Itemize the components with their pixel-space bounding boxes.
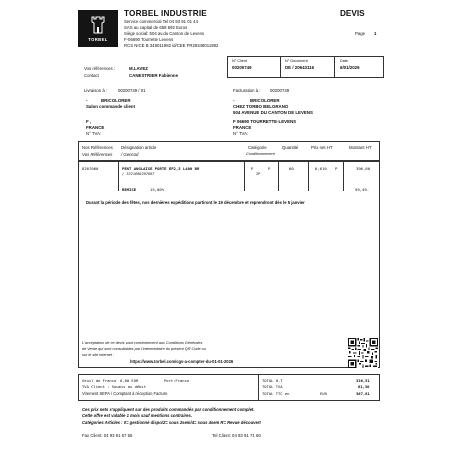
your-reference: M.LAVEZ [129, 66, 148, 71]
franco-threshold-value: 0,00 EUR [120, 378, 139, 383]
delivery-label: Livraison à : [84, 88, 108, 93]
billing-city: F 06690 TOURRETTE-LEVENS [233, 119, 297, 124]
payment-terms: Virement SEPA / Comptant à réception Facture [82, 391, 168, 396]
holiday-notice: Durant la période des fêtes, nos dernières expéditions partiront le 19 décembre et reprendront dès le 5 janvier [86, 200, 305, 205]
billing-line: CHEZ TORBO BELGRANO [233, 104, 289, 109]
item-gencod: / 3221898207607 [122, 172, 155, 176]
billing-label: Facturation à : [233, 88, 261, 93]
franco-threshold-label: Seuil de Franco [82, 378, 117, 383]
castle-tower-icon [90, 16, 106, 34]
delivery-city: F , [86, 119, 92, 124]
company-line: Service commercial Tel 04 93 91 01 44 [124, 19, 198, 24]
company-line: Siège social: 504 av.du Canton de Levens [124, 31, 205, 36]
footer-note: Cette offre est valable 1 mois sauf mentions contraires. [82, 413, 192, 418]
shipping-terms: Port:Franco [164, 378, 190, 383]
column-divider [343, 161, 344, 191]
total-ttc-value: 367,81 [356, 391, 370, 396]
page-label: Page [355, 31, 366, 36]
item-amount: 396,60 [356, 166, 371, 171]
item-quantity: 60 [289, 166, 294, 171]
client-number: 00200749 [232, 65, 252, 70]
contact-label: Contact [84, 73, 99, 78]
items-table-header [78, 141, 380, 161]
client-fax: Fax Client: 04 93 91 67 55 [82, 433, 133, 438]
billing-name: BRICOLORER [250, 98, 280, 103]
document-number-label: N° Document [285, 59, 308, 63]
header-gencod: / Gencod [121, 152, 139, 157]
item-designation: PENT ANGLAISE PORTE EP2,5 L400 BR [122, 166, 200, 171]
client-phone: Tel Client: 04 93 91 71 60 [212, 433, 261, 438]
billing-vat: N° TVA: [233, 131, 249, 136]
header-designation: Désignation article [121, 145, 157, 150]
header-packaging: Conditionnement [246, 152, 275, 156]
footer-note: Catégories Articles : 0= gestionné dispo/2= sous 2sem/4= sous 4sem R= Revue découvert [82, 420, 261, 425]
item-price-unit: P [335, 166, 338, 171]
document-date: 6/01/2026 [340, 65, 360, 70]
discount-percent: 15,00% [150, 187, 165, 192]
total-ttc-label: TOTAL TTC en [262, 391, 290, 396]
logo-text: TORBEL [88, 37, 108, 42]
item-packaging: 2P [256, 172, 261, 176]
totals-divider [258, 374, 259, 401]
date-label: Date [340, 59, 349, 63]
contact-name: CANESTRIER Fabienne [129, 73, 179, 78]
items-table-body [78, 161, 380, 368]
delivery-dash: - [86, 98, 88, 103]
delivery-vat: N° TVA: [86, 131, 102, 136]
total-ht-label: TOTAL H.T [262, 378, 283, 383]
column-divider [278, 161, 279, 191]
divider [280, 56, 281, 78]
header-category: Catégorie [248, 145, 267, 150]
delivery-number: 00200749 / 01 [118, 88, 146, 93]
item-category-unit: P [268, 166, 271, 171]
page-number: 1 [374, 31, 377, 36]
document-number: DE / 20643116 [285, 65, 315, 70]
billing-number: 00200749 [270, 88, 290, 93]
your-reference-label: Vos références : [84, 66, 116, 71]
discount-amount: 59,49- [355, 187, 370, 192]
acceptance-line: de Vente qui sont consultables par l'intermédiaire du présent QR Code ou [82, 347, 206, 351]
billing-country: FRANCE [233, 125, 252, 130]
item-net-price: 6,610 [315, 166, 327, 171]
delivery-name: BRICOLORER [101, 98, 131, 103]
cgv-link[interactable]: https://www.torbel.com/cgv-a-compter-du-01-01-2026 [130, 359, 234, 364]
document-title: DEVIS [340, 9, 365, 18]
total-ht-value: 336,51 [356, 378, 370, 383]
client-number-label: N° Client [232, 59, 248, 63]
divider [334, 56, 335, 78]
delivery-subtitle: Salon commande client [86, 104, 136, 109]
header-our-reference: Nos Références [82, 145, 113, 150]
company-line: F-06690 Tourrette Levens [124, 37, 174, 42]
delivery-country: FRANCE [86, 125, 105, 130]
acceptance-line: sur le site internet : [82, 353, 115, 357]
total-vat-label: TOTAL TVA [262, 384, 283, 389]
header-amount: Montant HT [349, 145, 372, 150]
qr-code-icon[interactable] [348, 338, 378, 368]
billing-line: 504 AVENUE DU CANTON DE LEVENS [233, 110, 313, 115]
billing-dash: - [233, 98, 235, 103]
total-vat-value: 61,30 [358, 384, 370, 389]
item-reference: 8207060 [82, 166, 99, 171]
header-your-reference: Vos Références [82, 152, 113, 157]
company-line: SAS au capital de 658 692 Euros [124, 25, 188, 30]
company-line: RCS NICE B 348011982 id/CEE FR29348011982 [124, 43, 219, 48]
column-divider [118, 161, 119, 191]
column-divider [244, 161, 245, 191]
company-name: TORBEL INDUSTRIE [124, 9, 207, 18]
acceptance-line: L'acceptation de ce devis vaut consentement aux Conditions Générales [82, 341, 203, 345]
total-ttc-currency: EUR [320, 391, 327, 396]
header-quantity: Quantité [282, 145, 299, 150]
item-category: P [251, 166, 254, 171]
footer-note: Ces prix nets s'appliquent sur des produits commandés par conditionnement complet. [82, 407, 255, 412]
company-logo [78, 10, 118, 47]
column-divider [308, 161, 309, 191]
discount-label: REMISE [122, 187, 137, 192]
header-net-price: Prix net HT [311, 145, 333, 150]
client-vat-status: TVA Client : Soumis au débit [82, 384, 147, 389]
